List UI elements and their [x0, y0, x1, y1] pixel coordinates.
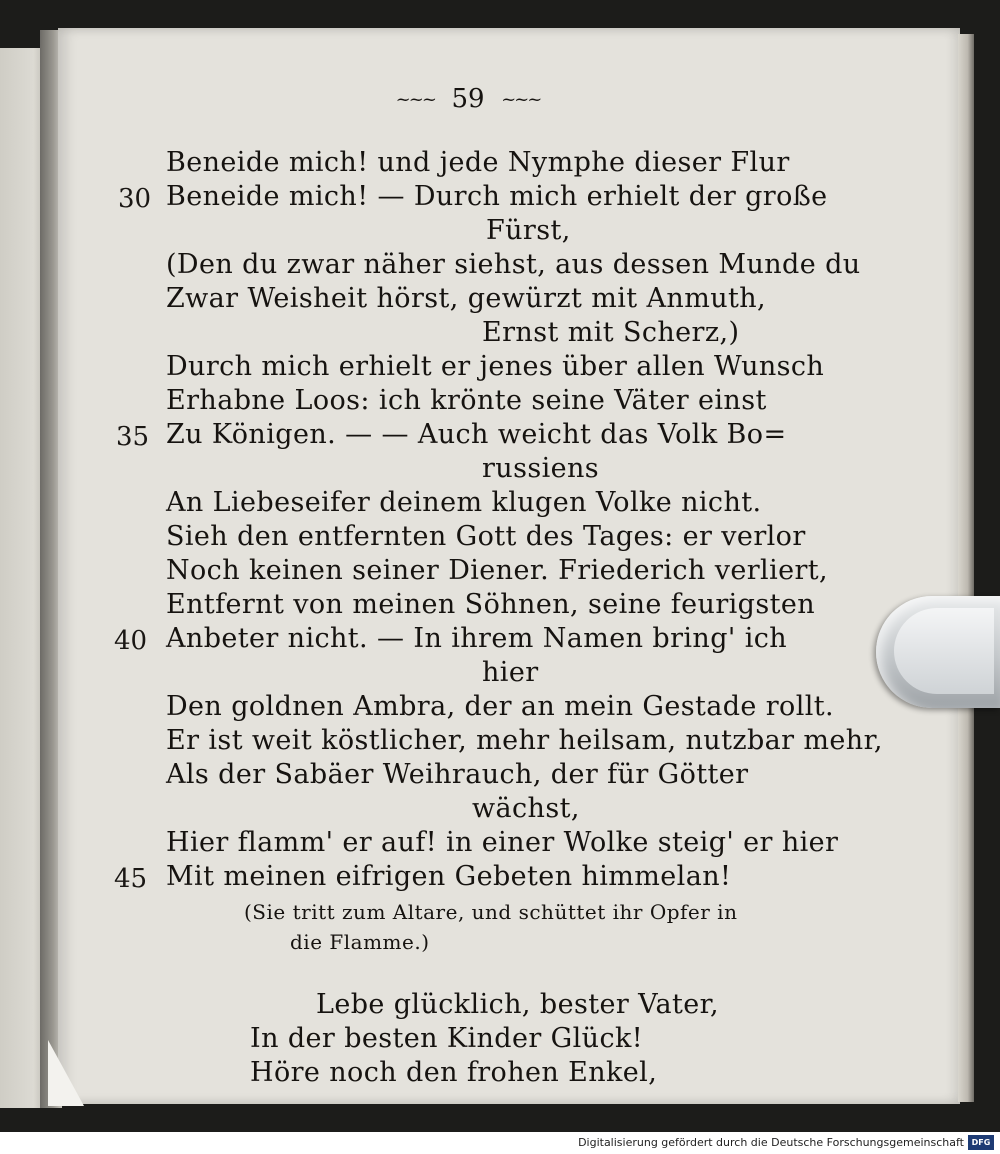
- verse-line: Sieh den entfernten Gott des Tages: er verlor: [166, 521, 806, 552]
- song-line: In der besten Kinder Glück!: [250, 1023, 643, 1054]
- song-line: Höre noch den frohen Enkel,: [250, 1057, 658, 1088]
- verse-line: Erhabne Loos: ich krönte seine Väter einst: [166, 385, 767, 416]
- verse-line: Zu Königen. — — Auch weicht das Volk Bo=: [166, 419, 787, 450]
- verse-line: Noch keinen seiner Diener. Friederich verliert,: [166, 555, 829, 586]
- verse-line: Den goldnen Ambra, der an mein Gestade rollt.: [166, 691, 835, 722]
- page-number: 59: [451, 84, 485, 114]
- verse-line: Anbeter nicht. — In ihrem Namen bring' ich: [166, 623, 788, 654]
- ornament-left: ~~~: [395, 89, 435, 110]
- verse-line: Fürst,: [486, 215, 571, 246]
- verse-line: Er ist weit köstlicher, mehr heilsam, nutzbar mehr,: [166, 725, 883, 756]
- footer-credit: Digitalisierung gefördert durch die Deutsche Forschungsgemeinschaft: [578, 1136, 964, 1149]
- verse-line: Beneide mich! — Durch mich erhielt der große: [166, 181, 828, 212]
- line-number: 35: [116, 422, 150, 452]
- verse-line: (Den du zwar näher siehst, aus dessen Munde du: [166, 249, 861, 280]
- book-clip: [876, 596, 1000, 708]
- page-header: [368, 82, 568, 117]
- line-number: 45: [114, 864, 148, 894]
- book-clip-highlight: [894, 608, 994, 694]
- verse-line: wächst,: [472, 793, 580, 824]
- verse-line: Hier flamm' er auf! in einer Wolke steig' er hier: [166, 827, 839, 858]
- verse-line: Entfernt von meinen Söhnen, seine feurigsten: [166, 589, 816, 620]
- line-number: 40: [114, 626, 148, 656]
- verse-line: Durch mich erhielt er jenes über allen Wunsch: [166, 351, 825, 382]
- footer: [0, 1132, 1000, 1154]
- stage-direction: (Sie tritt zum Altare, und schüttet ihr Opfer in: [244, 900, 738, 924]
- verse-line: russiens: [482, 453, 600, 484]
- page-text: [58, 28, 960, 1104]
- page-edge: [958, 34, 974, 1102]
- ornament-right: ~~~: [501, 89, 541, 110]
- stage-direction: die Flamme.): [290, 930, 430, 954]
- song-line: Lebe glücklich, bester Vater,: [316, 989, 719, 1020]
- verse-line: Zwar Weisheit hörst, gewürzt mit Anmuth,: [166, 283, 767, 314]
- verse-line: An Liebeseifer deinem klugen Volke nicht.: [166, 487, 762, 518]
- verse-line: Ernst mit Scherz,): [482, 317, 740, 348]
- line-number: 30: [118, 184, 152, 214]
- verse-line: Mit meinen eifrigen Gebeten himmelan!: [166, 861, 732, 892]
- dfg-logo: DFG: [968, 1135, 994, 1150]
- verse-line: Beneide mich! und jede Nymphe dieser Flur: [166, 147, 790, 178]
- verse-line: Als der Sabäer Weihrauch, der für Götter: [166, 759, 749, 790]
- verse-line: hier: [482, 657, 539, 688]
